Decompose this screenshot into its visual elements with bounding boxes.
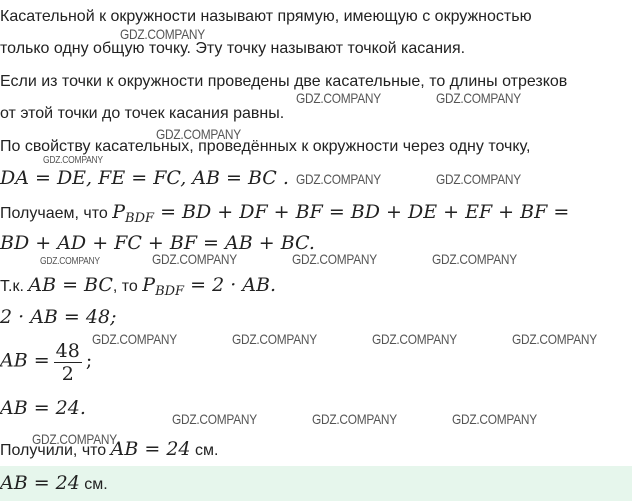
- watermark: GDZ.COMPANY: [92, 331, 177, 347]
- watermark: GDZ.COMPANY: [172, 411, 257, 427]
- watermark: GDZ.COMPANY: [296, 90, 381, 106]
- eq11-left: AB =: [0, 349, 50, 372]
- text-line-3: Если из точки к окружности проведены две касательные, то длины отрезков: [0, 73, 568, 90]
- equation-line-12: AB = 24.: [0, 397, 86, 419]
- equation-line-10: 2 · AB = 48;: [0, 306, 117, 328]
- fraction-numerator: 48: [55, 340, 80, 362]
- equation-line-7: [0, 201, 569, 226]
- fraction-denominator: 2: [61, 363, 74, 385]
- eq13-math: AB = 24: [110, 438, 191, 460]
- text-line-4: от этой точки до точек касания равны.: [0, 105, 285, 122]
- answer-unit: см.: [79, 476, 108, 493]
- watermark: GDZ.COMPANY: [156, 126, 241, 142]
- text-line-1: Касательной к окружности называют прямую, имеющую с окружностью: [0, 8, 532, 25]
- fraction: [54, 340, 82, 385]
- eq9-text1: Т.к.: [0, 278, 29, 295]
- eq9-math1: AB = BC: [28, 274, 113, 296]
- text-line-5: По свойству касательных, проведённых к окружности через одну точку,: [0, 138, 531, 155]
- watermark: GDZ.COMPANY: [436, 171, 521, 187]
- eq7-rest: = BD + DF + BF = BD + DE + EF + BF =: [154, 201, 570, 223]
- watermark: GDZ.COMPANY: [512, 331, 597, 347]
- eq11-end: ;: [85, 349, 93, 372]
- watermark: GDZ.COMPANY: [120, 26, 205, 42]
- watermark: GDZ.COMPANY: [372, 331, 457, 347]
- watermark: GDZ.COMPANY: [152, 251, 237, 267]
- equation-line-6: DA = DE, FE = FC, AB = BC .: [0, 167, 289, 189]
- answer-math: AB = 24: [0, 472, 80, 494]
- watermark: GDZ.COMPANY: [436, 90, 521, 106]
- eq9-sub: BDF: [155, 284, 185, 299]
- eq9-p: P: [142, 274, 156, 296]
- eq9-math3: = 2 · AB.: [184, 274, 277, 296]
- watermark: GDZ.COMPANY: [296, 171, 381, 187]
- watermark: GDZ.COMPANY: [312, 411, 397, 427]
- watermark: GDZ.COMPANY: [452, 411, 537, 427]
- watermark: GDZ.COMPANY: [232, 331, 317, 347]
- eq13-text: Получили, что: [0, 442, 111, 459]
- eq7-p: P: [112, 201, 126, 223]
- equation-line-8: BD + AD + FC + BF = AB + BC.: [0, 232, 315, 254]
- watermark: GDZ.COMPANY: [32, 431, 117, 447]
- watermark: GDZ.COMPANY: [43, 155, 103, 166]
- eq13-unit: см.: [190, 442, 219, 459]
- watermark: GDZ.COMPANY: [432, 251, 517, 267]
- eq9-text2: , то: [112, 278, 143, 295]
- eq7-sub: BDF: [125, 211, 155, 226]
- equation-line-9: [0, 274, 276, 299]
- eq7-text: Получаем, что: [0, 205, 113, 222]
- answer-line: [0, 472, 108, 494]
- watermark: GDZ.COMPANY: [40, 256, 100, 267]
- watermark: GDZ.COMPANY: [292, 251, 377, 267]
- text-line-2: только одну общую точку. Эту точку называют точкой касания.: [0, 40, 466, 57]
- equation-line-11: [0, 340, 92, 385]
